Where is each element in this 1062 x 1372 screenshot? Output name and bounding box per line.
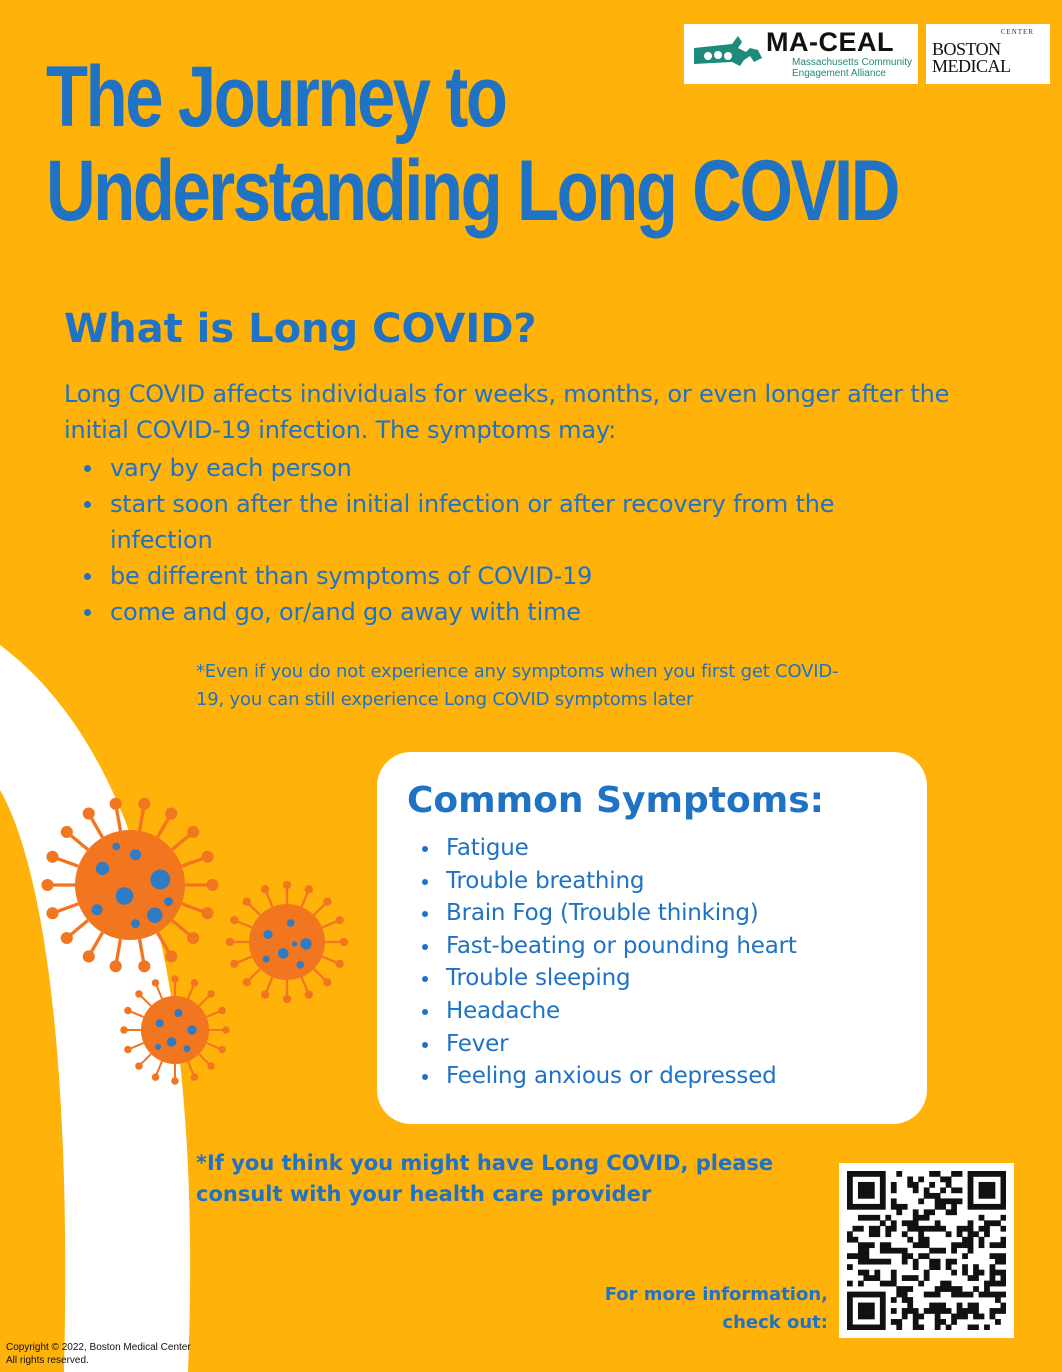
copyright-line-2: All rights reserved. bbox=[6, 1355, 89, 1366]
qr-code-icon bbox=[847, 1171, 1006, 1330]
maceal-name: MA-CEAL bbox=[766, 27, 894, 57]
maceal-logo bbox=[684, 24, 918, 84]
massachusetts-map-icon bbox=[692, 32, 764, 78]
list-item: come and go, or/and go away with time bbox=[80, 594, 940, 630]
list-item: Brain Fog (Trouble thinking) bbox=[419, 897, 797, 930]
symptoms-later-note: *Even if you do not experience any symptoms when you first get COVID-19, you can still experience Long COVID symptoms later bbox=[196, 661, 839, 710]
list-item: vary by each person bbox=[80, 450, 940, 486]
symptom-list bbox=[419, 832, 797, 1093]
list-item: Trouble sleeping bbox=[419, 962, 797, 995]
list-item: Trouble breathing bbox=[419, 865, 797, 898]
maceal-subtitle bbox=[792, 57, 912, 79]
common-symptoms-card bbox=[377, 752, 927, 1124]
section-heading: What is Long COVID? bbox=[64, 306, 537, 352]
bmc-center-word: CENTER bbox=[1000, 28, 1034, 36]
maceal-subtitle-line-2: Engagement Alliance bbox=[792, 68, 886, 79]
more-information-label bbox=[560, 1281, 828, 1337]
symptoms-title: Common Symptoms: bbox=[407, 780, 825, 821]
consult-provider-note: *If you think you might have Long COVID, please consult with your health care provider bbox=[196, 1151, 774, 1206]
copyright-notice bbox=[6, 1341, 191, 1367]
list-item: Feeling anxious or depressed bbox=[419, 1060, 797, 1093]
list-item: Headache bbox=[419, 995, 797, 1028]
list-item: Fast-beating or pounding heart bbox=[419, 930, 797, 963]
list-item: Fever bbox=[419, 1028, 797, 1061]
copyright-line-1: Copyright © 2022, Boston Medical Center bbox=[6, 1342, 191, 1353]
more-info-line-1: For more information, bbox=[604, 1284, 828, 1305]
more-info-line-2: check out: bbox=[722, 1312, 828, 1333]
bmc-line-2: MEDICAL bbox=[932, 56, 1011, 76]
intro-paragraph: Long COVID affects individuals for weeks, months, or even longer after the initial COVID-19 infection. The symptoms may: bbox=[64, 380, 950, 444]
title-line-2: Understanding Long COVID bbox=[46, 143, 899, 239]
qr-code[interactable] bbox=[839, 1163, 1014, 1338]
boston-medical-center-logo bbox=[926, 24, 1050, 84]
bmc-line-1: BOSTON bbox=[932, 39, 1001, 59]
maceal-subtitle-line-1: Massachusetts Community bbox=[792, 57, 913, 68]
list-item: Fatigue bbox=[419, 832, 797, 865]
list-item: start soon after the initial infection or after recovery from the infection bbox=[80, 486, 940, 558]
title-line-1: The Journey to bbox=[46, 49, 506, 145]
list-item: be different than symptoms of COVID-19 bbox=[80, 558, 940, 594]
